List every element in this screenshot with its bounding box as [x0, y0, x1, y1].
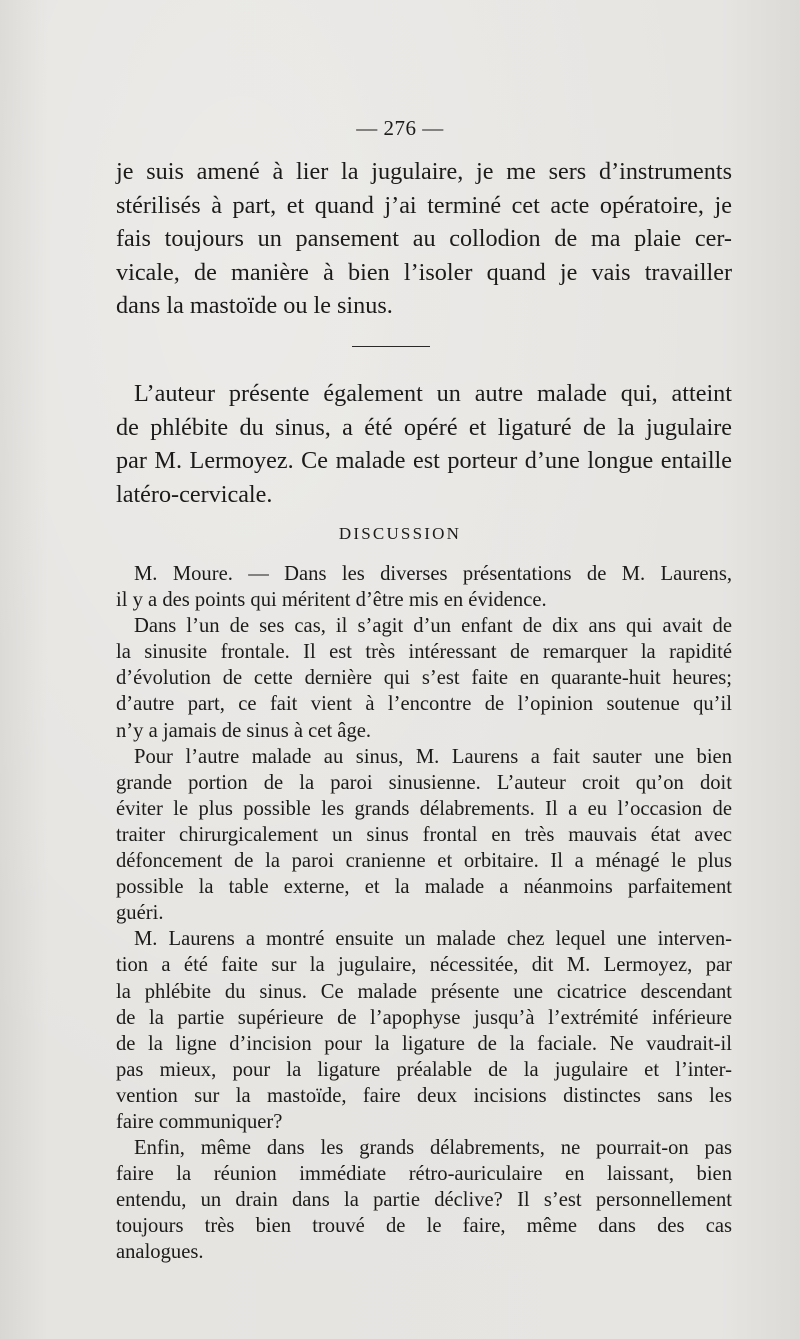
- text-line: traiter chirurgicalement un sinus frontal en très mauvais état avec: [116, 823, 732, 846]
- text-line: n’y a jamais de sinus à cet âge.: [116, 719, 372, 742]
- text-line: il y a des points qui méritent d’être mis en évidence.: [116, 589, 547, 612]
- text-line: de la ligne d’incision pour la ligature de la faciale. Ne vaudrait-il: [116, 1032, 732, 1055]
- discussion-body: [116, 561, 732, 1266]
- text-line: L’auteur présente également un autre malade qui, atteint: [134, 380, 732, 407]
- text-line: éviter le plus possible les grands délabrements. Il a eu l’occasion de: [116, 797, 732, 820]
- text-line: faire la réunion immédiate rétro-auriculaire en laissant, bien: [116, 1163, 732, 1186]
- text-line: la phlébite du sinus. Ce malade présente une cicatrice descendant: [116, 980, 732, 1003]
- text-line: de la partie supérieure de l’apophyse jusqu’à l’extrémité inférieure: [116, 1006, 732, 1029]
- text-line: d’autre part, ce fait vient à l’encontre de l’opinion soutenue qu’il: [116, 693, 732, 716]
- text-line: je suis amené à lier la jugulaire, je me sers d’instruments: [116, 158, 732, 185]
- text-line: analogues.: [116, 1241, 204, 1264]
- text-line: toujours très bien trouvé de le faire, même dans des cas: [116, 1215, 732, 1238]
- text-line: vicale, de manière à bien l’isoler quand je vais travailler: [116, 258, 732, 286]
- page-number: — 276 —: [356, 116, 444, 140]
- text-line: M. Laurens a montré ensuite un malade chez lequel une interven-: [134, 928, 732, 951]
- text-line: faire communiquer?: [116, 1110, 283, 1133]
- text-line: M. Moure. — Dans les diverses présentations de M. Laurens,: [134, 563, 732, 585]
- text-line: latéro-cervicale.: [116, 480, 273, 508]
- text-line: défoncement de la paroi cranienne et orbitaire. Il a ménagé le plus: [116, 850, 732, 873]
- section-divider: [352, 346, 430, 347]
- text-line: guéri.: [116, 902, 164, 925]
- text-line: entendu, un drain dans la partie déclive? Il s’est personnellement: [116, 1189, 732, 1212]
- text-line: Pour l’autre malade au sinus, M. Laurens a fait sauter une bien: [134, 745, 732, 768]
- text-line: tion a été faite sur la jugulaire, nécessitée, dit M. Lermoyez, par: [116, 954, 732, 977]
- text-line: de phlébite du sinus, a été opéré et ligaturé de la jugulaire: [116, 413, 732, 441]
- discussion-heading: DISCUSSION: [338, 524, 462, 543]
- top-paragraph: [116, 155, 732, 323]
- text-line: vention sur la mastoïde, faire deux incisions distinctes sans les: [116, 1084, 732, 1107]
- text-line: pas mieux, pour la ligature préalable de la jugulaire et l’inter-: [116, 1058, 732, 1081]
- text-line: possible la table externe, et la malade a néanmoins parfaitement: [116, 876, 732, 899]
- text-line: la sinusite frontale. Il est très intéressant de remarquer la rapidité: [116, 641, 732, 664]
- text-line: d’évolution de cette dernière qui s’est faite en quarante-huit heures;: [116, 667, 732, 690]
- summary-paragraph: [116, 377, 732, 511]
- text-line: par M. Lermoyez. Ce malade est porteur d’une longue entaille: [116, 447, 732, 475]
- text-line: Enfin, même dans les grands délabrements, ne pourrait-on pas: [134, 1137, 732, 1160]
- text-line: grande portion de la paroi sinusienne. L’auteur croit qu’on doit: [116, 771, 732, 794]
- text-line: dans la mastoïde ou le sinus.: [116, 292, 393, 320]
- text-line: stérilisés à part, et quand j’ai terminé cet acte opératoire, je: [116, 191, 732, 219]
- text-line: fais toujours un pansement au collodion de ma plaie cer-: [116, 225, 732, 253]
- text-line: Dans l’un de ses cas, il s’agit d’un enfant de dix ans qui avait de: [134, 615, 732, 638]
